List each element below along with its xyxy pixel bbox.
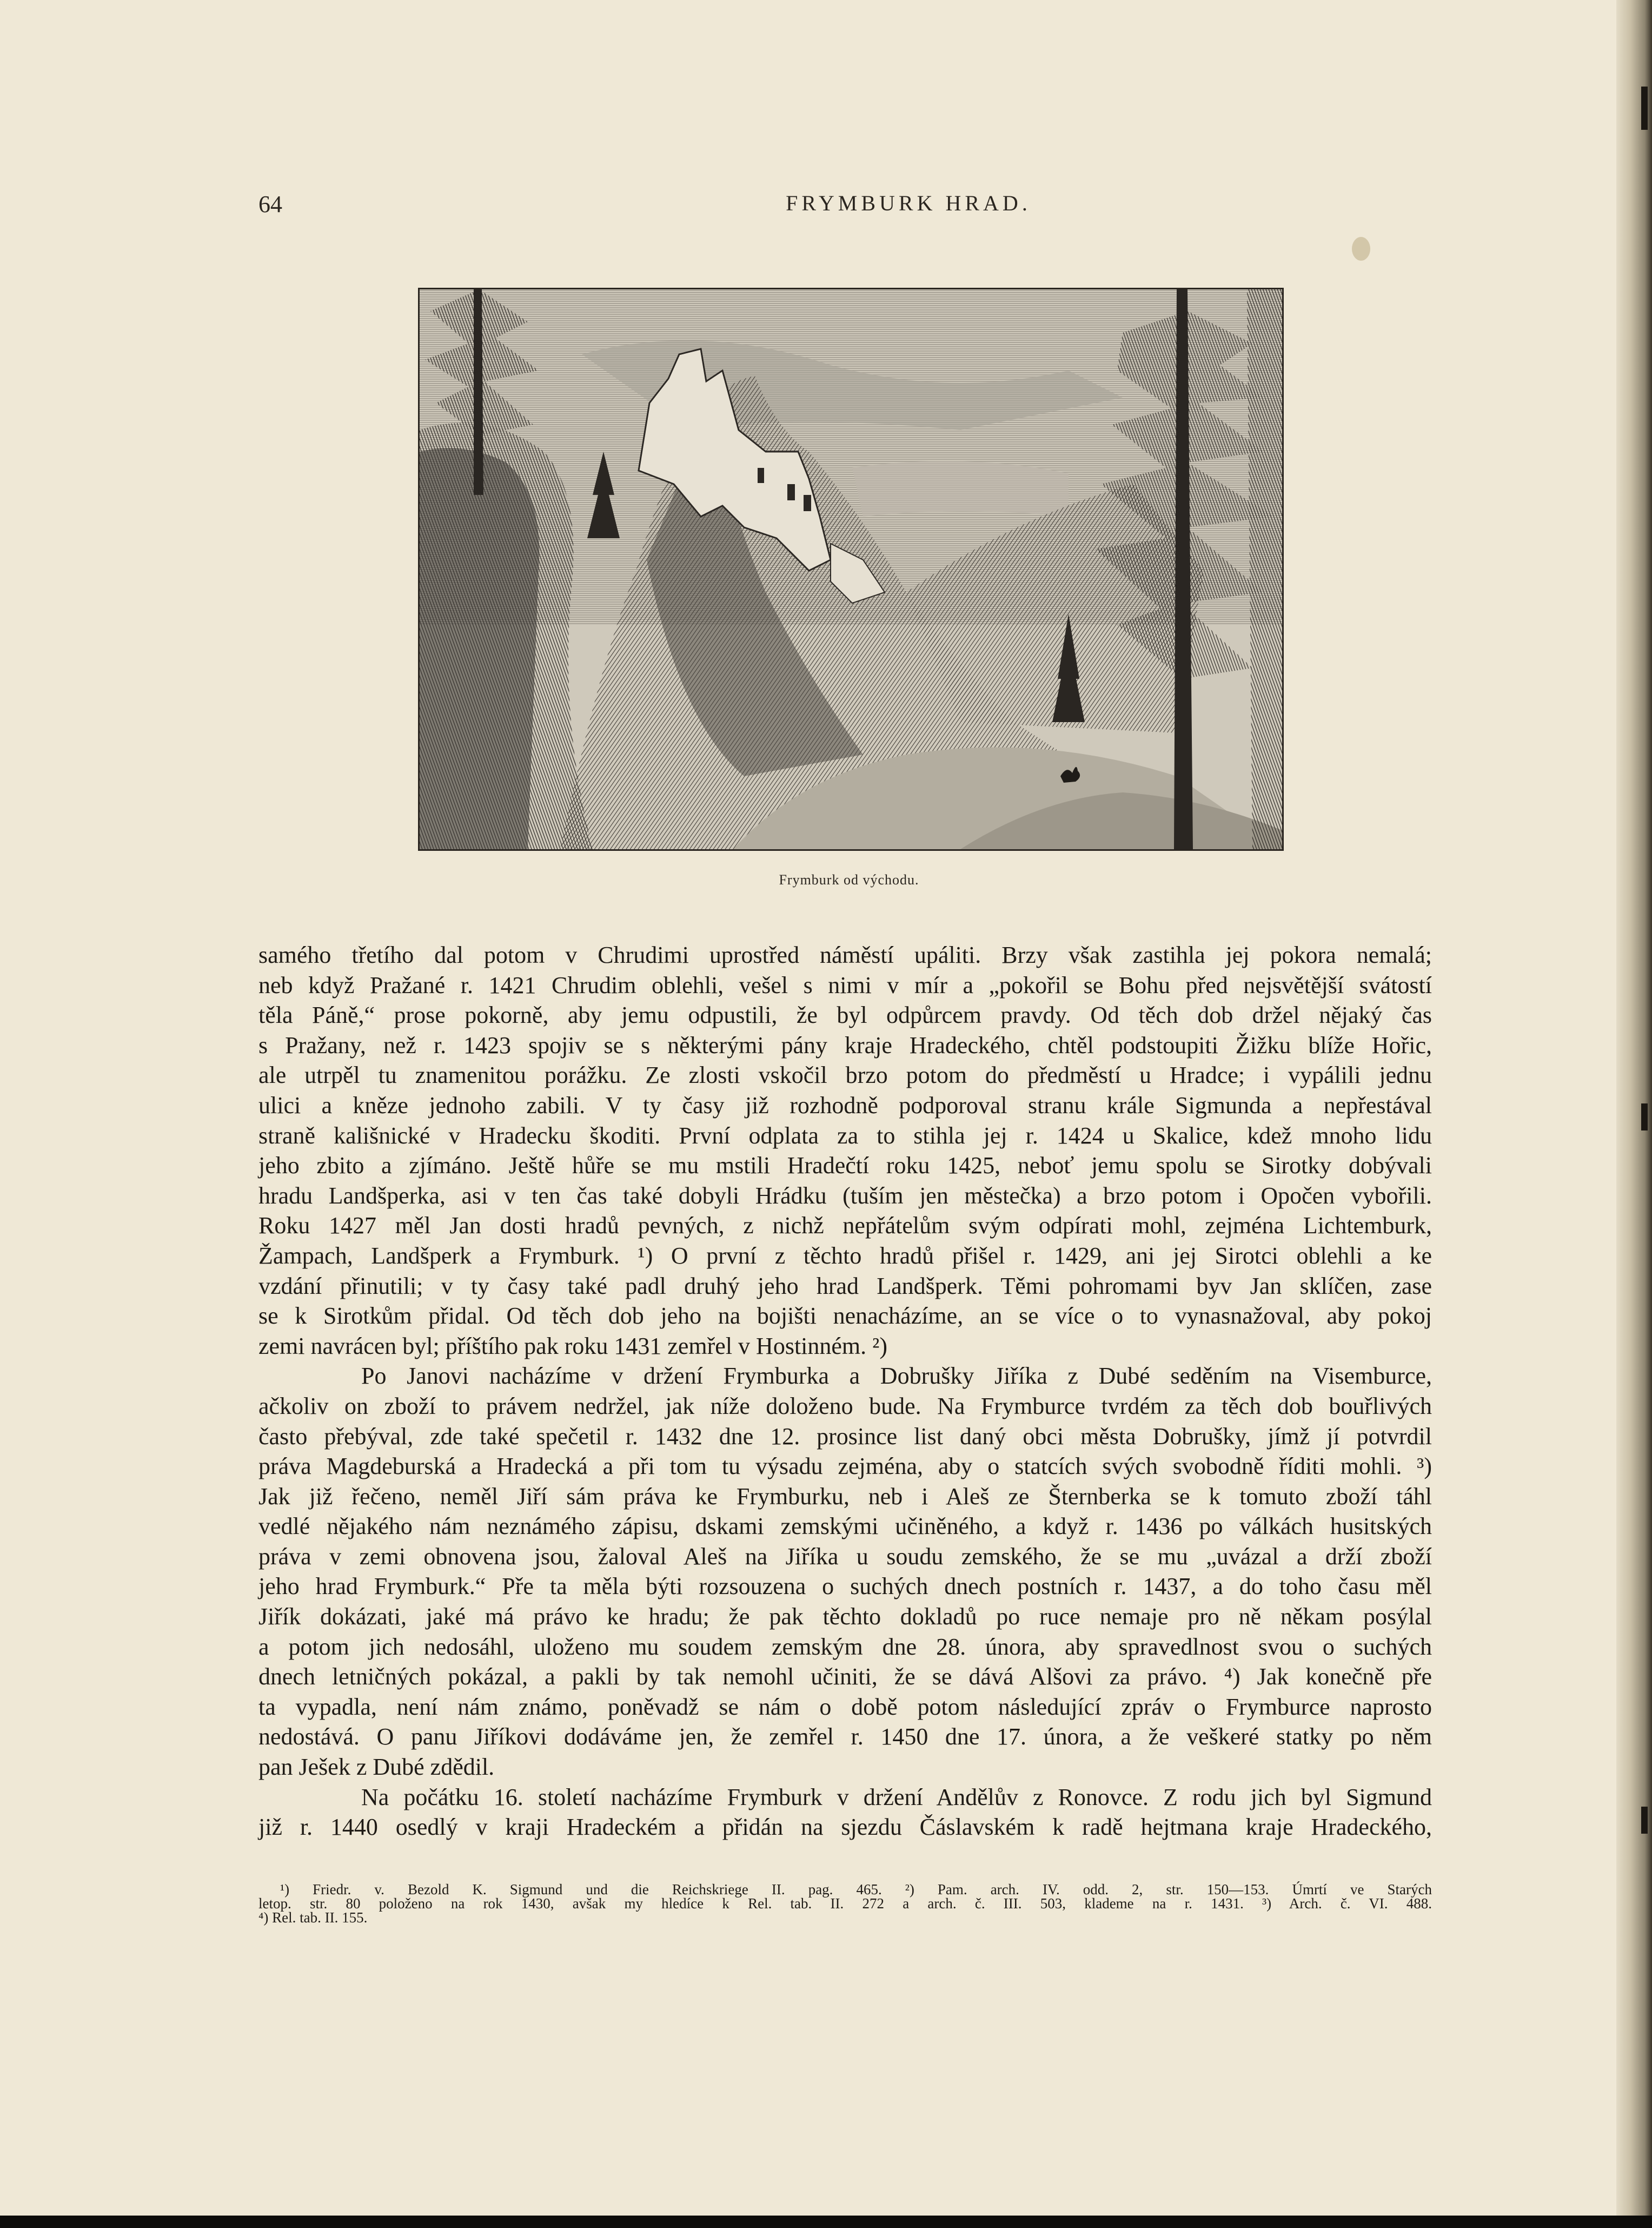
castle-illustration — [418, 288, 1284, 851]
text-line: straně kališnické v Hradecku škoditi. První odplata za to stihla jej r. 1424 u Skalice, kdež mnoho lidu — [258, 1122, 1432, 1149]
text-line: vedlé nějakého nám neznámého zápisu, dskami zemskými učiněného, a když r. 1436 po válkách husitských — [258, 1513, 1432, 1540]
text-line: s Pražany, než r. 1423 spojiv se s některými pány kraje Hradeckého, chtěl podstoupiti Žižku blíže Hořic, — [258, 1032, 1432, 1059]
footnotes — [258, 1882, 1432, 1925]
text-line: a potom jich nedosáhl, uloženo mu soudem zemským dne 28. února, aby spravedlnost svou o suchých — [258, 1633, 1432, 1660]
page-number: 64 — [258, 191, 282, 217]
book-spine-edge — [1616, 0, 1652, 2216]
text-line: dnech letničných pokázal, a pakli by tak nemohl učiniti, že se dává Alšovi za právo. ⁴) Jak konečně pře — [258, 1663, 1432, 1690]
figure-caption: Frymburk od východu. — [779, 872, 919, 888]
footnote-line: ¹) Friedr. v. Bezold K. Sigmund und die Reichskriege II. pag. 465. ²) Pam. arch. IV. odd. 2, str. 150—153. Úmrtí ve Starých — [280, 1881, 1432, 1898]
spine-mark — [1641, 1807, 1648, 1834]
text-line: Jiřík dokázati, jaké má právo ke hradu; že pak těchto dokladů po ruce nemaje pro ně někam posýlal — [258, 1603, 1432, 1630]
text-line: často přebýval, zde také spečetil r. 1432 dne 12. prosince list daný obci města Dobrušky, jímž jí potvrdil — [258, 1423, 1432, 1450]
text-line: nedostává. O panu Jiříkovi dodáváme jen, že zemřel r. 1450 dne 17. února, a že veškeré statky po něm — [258, 1723, 1432, 1750]
paper-stain — [1352, 237, 1370, 261]
text-line: ačkoliv on zboží to právem nedržel, jak níže doloženo bude. Na Frymburce tvrdém za těch dob bouřlivých — [258, 1392, 1432, 1419]
text-line-paragraph-start: Po Janovi nacházíme v držení Frymburka a Dobrušky Jiříka z Dubé seděním na Visemburce, — [361, 1363, 1432, 1390]
body-text — [258, 940, 1432, 1842]
footnote-line: ⁴) Rel. tab. II. 155. — [258, 1909, 368, 1926]
text-line: vzdání přinutili; v ty časy také padl druhý jeho hrad Landšperk. Těmi pohromami byv Jan sklíčen, zase — [258, 1272, 1432, 1299]
text-line: těla Páně,“ prose pokorně, aby jemu odpustili, že byl odpůrcem pravdy. Od těch dob držel nějaký čas — [258, 1002, 1432, 1029]
text-line: práva v zemi obnovena jsou, žaloval Aleš na Jiříka u soudu zemského, že se mu „uvázal a drží zboží — [258, 1543, 1432, 1570]
text-line: práva Magdeburská a Hradecká a při tom tu výsadu zejména, aby o statcích svých svobodně říditi mohli. ³) — [258, 1453, 1432, 1480]
text-line: jeho hrad Frymburk.“ Pře ta měla býti rozsouzena o suchých dnech postních r. 1437, a do toho času měl — [258, 1573, 1432, 1600]
text-line-paragraph-start: Na počátku 16. století nacházíme Frymburk v držení Andělův z Ronovce. Z rodu jich byl Sigmund — [361, 1783, 1432, 1810]
text-line: Roku 1427 měl Jan dosti hradů pevných, z nichž nepřátelům svým odpírati mohl, zejména Lichtemburk, — [258, 1212, 1432, 1239]
text-line: ulici a kněze jednoho zabili. V ty časy již rozhodně podporoval stranu krále Sigmunda a nepřestával — [258, 1092, 1432, 1119]
text-line: zemi navrácen byl; příštího pak roku 1431 zemřel v Hostinném. ²) — [258, 1332, 887, 1359]
text-line: Jak již řečeno, neměl Jiří sám práva ke Frymburku, neb i Aleš ze Šternberka se k tomuto zboží táhl — [258, 1483, 1432, 1510]
text-line: jeho zbito a zjímáno. Ještě hůře se mu mstili Hradečtí roku 1425, neboť jemu spolu se Sirotky dobývali — [258, 1152, 1432, 1179]
text-line: samého třetího dal potom v Chrudimi uprostřed náměstí upáliti. Brzy však zastihla jej pokora nemalá; — [258, 942, 1432, 968]
text-line: ale utrpěl tu znamenitou porážku. Ze zlosti vskočil brzo potom do předměstí u Hradce; i vypálili jednu — [258, 1062, 1432, 1089]
footnote-line: letop. str. 80 položeno na rok 1430, avšak my hledíce k Rel. tab. II. 272 a arch. č. III. 503, klademe na r. 1431. ³) Arch. č. VI. 488. — [258, 1895, 1432, 1912]
text-line: ta vypadla, není nám známo, poněvadž se nám o době potom následující zpráv o Frymburce naprosto — [258, 1693, 1432, 1720]
text-line: již r. 1440 osedlý v kraji Hradeckém a přidán na sjezdu Čáslavském k radě hejtmana kraje Hradeckého, — [258, 1814, 1432, 1841]
spine-mark — [1641, 1103, 1648, 1130]
text-line: Žampach, Landšperk a Frymburk. ¹) O první z těchto hradů přišel r. 1429, ani jej Sirotci oblehli a ke — [258, 1242, 1432, 1269]
text-line: neb když Pražané r. 1421 Chrudim oblehli, vešel s nimi v mír a „pokořil se Bohu před nejsvětější svátostí — [258, 971, 1432, 999]
text-line: hradu Landšperka, asi v ten čas také dobyli Hrádku (tuším jen městečka) a brzo potom i Opočen vybořili. — [258, 1182, 1432, 1209]
text-line: pan Ješek z Dubé zdědil. — [258, 1754, 495, 1781]
text-line: se k Sirotkům přidal. Od těch dob jeho na bojišti nenacházíme, an se více o to vynasnažoval, aby pokoj — [258, 1303, 1432, 1330]
castle-ruin-engraving — [420, 289, 1282, 849]
spine-mark — [1641, 87, 1648, 130]
running-title: FRYMBURK HRAD. — [786, 191, 1031, 215]
